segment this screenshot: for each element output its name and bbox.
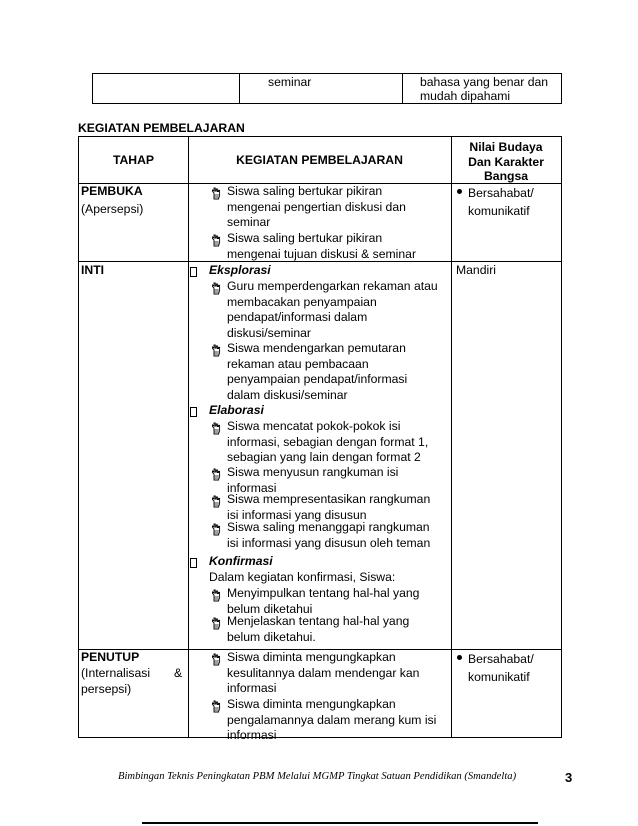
learning-activities-table [78,136,562,742]
column-divider [402,74,403,103]
value-penutup: Bersahabat/ komunikatif [468,652,534,684]
section-title: KEGIATAN PEMBELAJARAN [78,121,245,135]
header-tahap: TAHAP [112,153,155,167]
top-table-right-cell: bahasa yang benar dan mudah dipahami [420,75,549,103]
box-bullet-icon [190,558,197,568]
list-item: Siswa mendengarkan pemutaran rekaman atau pembacaan penyampaian pendapat/informasi dalam diskusi/seminar [227,341,408,402]
hand-bullet-icon [211,468,221,481]
box-bullet-icon [190,407,197,417]
list-item: Siswa saling menanggapi rangkuman isi informasi yang disusun oleh teman [227,520,431,550]
bullet-dot-icon [457,189,462,194]
top-table-middle-cell: seminar [268,75,312,89]
hand-bullet-icon [211,589,221,602]
stage-penutup-sub-amp: & [174,666,183,680]
hand-bullet-icon [211,700,221,713]
value-inti: Mandiri [456,263,496,277]
subheading-eksplorasi: Eksplorasi [209,263,271,277]
list-item: Siswa mencatat pokok-pokok isi informasi, sebagian dengan format 1, sebagian yang lain dengan format 2 [227,419,429,464]
subheading-elaborasi: Elaborasi [209,403,264,417]
list-item: Guru memperdengarkan rekaman atau membacakan penyampaian pendapat/informasi dalam diskusi/seminar [227,279,438,340]
subheading-konfirmasi: Konfirmasi [209,554,273,568]
list-item: Siswa saling bertukar pikiran mengenai tujuan diskusi & seminar [227,231,417,261]
header-nilai: Nilai Budaya Dan Karakter Bangsa [468,140,544,183]
list-item: Siswa saling bertukar pikiran mengenai pengertian diskusi dan seminar [227,184,406,229]
value-pembuka: Bersahabat/ komunikatif [468,186,534,218]
hand-bullet-icon [211,653,221,666]
column-divider [188,137,189,737]
column-divider [239,74,240,103]
page-number: 3 [565,770,573,785]
konfirmasi-intro: Dalam kegiatan konfirmasi, Siswa: [209,570,396,584]
hand-bullet-icon [211,234,221,247]
hand-bullet-icon [211,523,221,536]
stage-inti: INTI [81,263,105,277]
hand-bullet-icon [211,617,221,630]
list-item: Siswa diminta mengungkapkan pengalamannya dalam merang kum isi informasi [227,697,437,742]
bullet-dot-icon [457,655,462,660]
page-footer: Bimbingan Teknis Peningkatan PBM Melalui MGMP Tingkat Satuan Pendidikan (Smandelta) [118,771,517,782]
hand-bullet-icon [211,282,221,295]
hand-bullet-icon [211,344,221,357]
box-bullet-icon [190,267,197,277]
stage-penutup: PENUTUP [81,650,140,664]
list-item: Menjelaskan tentang hal-hal yang belum diketahui. [227,614,410,644]
list-item: Siswa mempresentasikan rangkuman isi informasi yang disusun [227,492,431,522]
hand-bullet-icon [211,422,221,435]
hand-bullet-icon [211,187,221,200]
column-divider [451,137,452,737]
stage-penutup-sub-a: (Internalisasi [81,666,151,680]
list-item: Siswa menyusun rangkuman isi informasi [227,465,399,495]
header-kegiatan: KEGIATAN PEMBELAJARAN [236,153,403,167]
stage-penutup-sub-b: persepsi) [81,682,132,696]
stage-pembuka-sub: (Apersepsi) [81,202,144,216]
stage-pembuka: PEMBUKA [81,184,143,198]
list-item: Menyimpulkan tentang hal-hal yang belum diketahui [227,586,420,616]
bottom-rule [142,822,538,824]
top-continuation-table [92,73,562,104]
list-item: Siswa diminta mengungkapkan kesulitannya dalam mendengar kan informasi [227,650,420,695]
hand-bullet-icon [211,495,221,508]
